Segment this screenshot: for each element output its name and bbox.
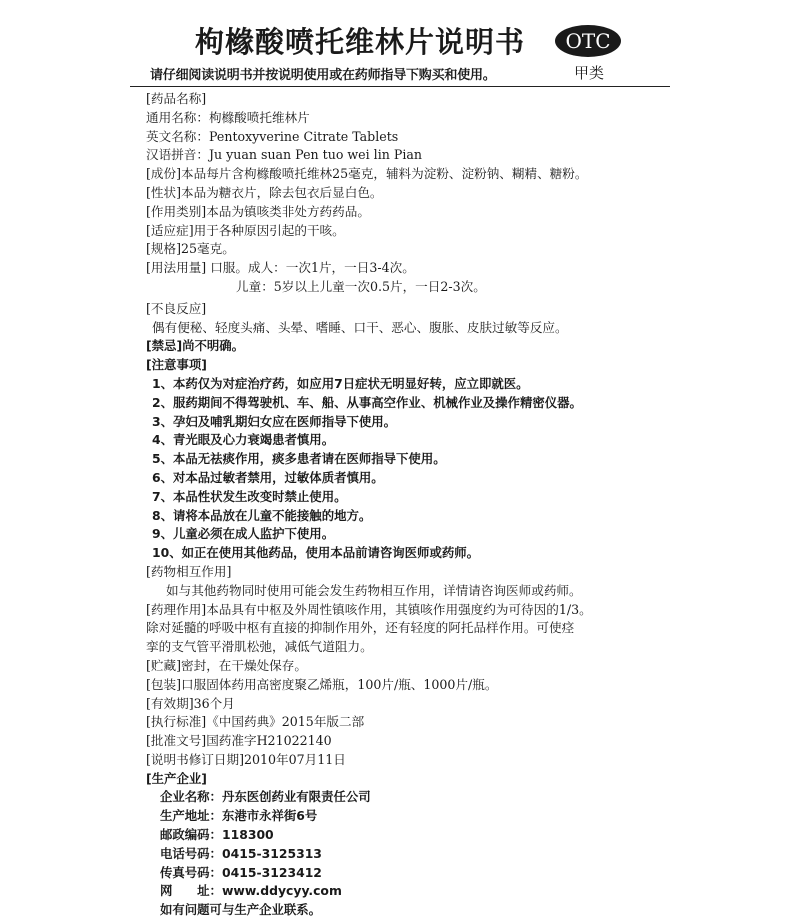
usage-notice: 请仔细阅读说明书并按说明使用或在药师指导下购买和使用。 bbox=[150, 68, 496, 83]
precaution-item: 5、本品无祛痰作用，痰多患者请在医师指导下使用。 bbox=[152, 451, 446, 467]
standard: [执行标准]《中国药典》2015年版二部 bbox=[146, 714, 365, 730]
adverse-text: 偶有便秘、轻度头痛、头晕、嗜睡、口干、恶心、腹胀、皮肤过敏等反应。 bbox=[152, 319, 568, 335]
document-title: 枸橼酸喷托维林片说明书 bbox=[194, 25, 525, 59]
dosage-adult: [用法用量] 口服。成人：一次1片，一日3-4次。 bbox=[146, 260, 415, 276]
manufacturer-phone: 电话号码：0415-3125313 bbox=[160, 845, 322, 861]
precautions-heading: [注意事项] bbox=[146, 357, 207, 373]
pinyin-name: 汉语拼音：Ju yuan suan Pen tuo wei lin Pian bbox=[146, 147, 422, 163]
revision-date: [说明书修订日期]2010年07月11日 bbox=[146, 751, 346, 767]
precaution-item: 3、孕妇及哺乳期妇女应在医师指导下使用。 bbox=[152, 413, 397, 429]
dosage-child: 儿童：5岁以上儿童一次0.5片，一日2-3次。 bbox=[236, 278, 486, 294]
pharmacology-line: [药理作用]本品具有中枢及外周性镇咳作用，其镇咳作用强度约为可待因的1/3。 bbox=[146, 601, 592, 617]
precaution-item: 6、对本品过敏者禁用，过敏体质者慎用。 bbox=[152, 469, 384, 485]
otc-badge: OTC bbox=[555, 25, 621, 57]
package: [包装]口服固体药用高密度聚乙烯瓶，100片/瓶、1000片/瓶。 bbox=[146, 676, 498, 692]
specification: [规格]25毫克。 bbox=[146, 241, 235, 257]
precaution-item: 1、本药仅为对症治疗药，如应用7日症状无明显好转，应立即就医。 bbox=[152, 375, 529, 391]
contraindications: [禁忌]尚不明确。 bbox=[146, 338, 245, 354]
generic-name: 通用名称：枸橼酸喷托维林片 bbox=[146, 109, 310, 125]
precaution-item: 10、如正在使用其他药品，使用本品前请咨询医师或药师。 bbox=[152, 545, 480, 561]
drug-name-heading: [药品名称] bbox=[146, 91, 207, 106]
pharmacology-line: 除对延髓的呼吸中枢有直接的抑制作用外，还有轻度的阿托品样作用。可使痉 bbox=[146, 620, 575, 636]
storage: [贮藏]密封，在干燥处保存。 bbox=[146, 657, 307, 673]
manufacturer-name: 企业名称：丹东医创药业有限责任公司 bbox=[160, 789, 371, 805]
precaution-item: 4、青光眼及心力衰竭患者慎用。 bbox=[152, 432, 335, 448]
manufacturer-heading: [生产企业] bbox=[146, 770, 207, 786]
validity: [有效期]36个月 bbox=[146, 695, 235, 711]
adverse-heading: [不良反应] bbox=[146, 300, 207, 316]
manufacturer-contact: 如有问题可与生产企业联系。 bbox=[160, 902, 322, 918]
manufacturer-postcode: 邮政编码：118300 bbox=[160, 827, 274, 843]
category: [作用类别]本品为镇咳类非处方药药品。 bbox=[146, 203, 370, 219]
character: [性状]本品为糖衣片，除去包衣后显白色。 bbox=[146, 184, 383, 200]
precaution-item: 2、服药期间不得驾驶机、车、船、从事高空作业、机械作业及操作精密仪器。 bbox=[152, 394, 582, 410]
otc-class-label: 甲类 bbox=[574, 64, 605, 82]
manufacturer-address: 生产地址：东港市永祥街6号 bbox=[160, 808, 318, 824]
leaflet-body bbox=[146, 90, 680, 920]
manufacturer-fax: 传真号码：0415-3123412 bbox=[160, 864, 322, 880]
precaution-item: 9、儿童必须在成人监护下使用。 bbox=[152, 526, 335, 542]
precaution-item: 8、请将本品放在儿童不能接触的地方。 bbox=[152, 507, 372, 523]
interactions-text: 如与其他药物同时使用可能会发生药物相互作用，详情请咨询医师或药师。 bbox=[166, 582, 582, 598]
header-divider bbox=[130, 86, 670, 87]
indications: [适应症]用于各种原因引起的干咳。 bbox=[146, 222, 345, 238]
pharmacology-line: 挛的支气管平滑肌松弛，减低气道阻力。 bbox=[146, 639, 373, 655]
manufacturer-website: 网 址：www.ddycyy.com bbox=[160, 883, 342, 899]
approval-number: [批准文号]国药准字H21022140 bbox=[146, 733, 332, 749]
interactions-heading: [药物相互作用] bbox=[146, 563, 232, 579]
english-name: 英文名称：Pentoxyverine Citrate Tablets bbox=[146, 128, 399, 144]
precaution-item: 7、本品性状发生改变时禁止使用。 bbox=[152, 488, 347, 504]
composition: [成份]本品每片含枸橼酸喷托维林25毫克，辅料为淀粉、淀粉钠、糊精、糖粉。 bbox=[146, 166, 588, 182]
